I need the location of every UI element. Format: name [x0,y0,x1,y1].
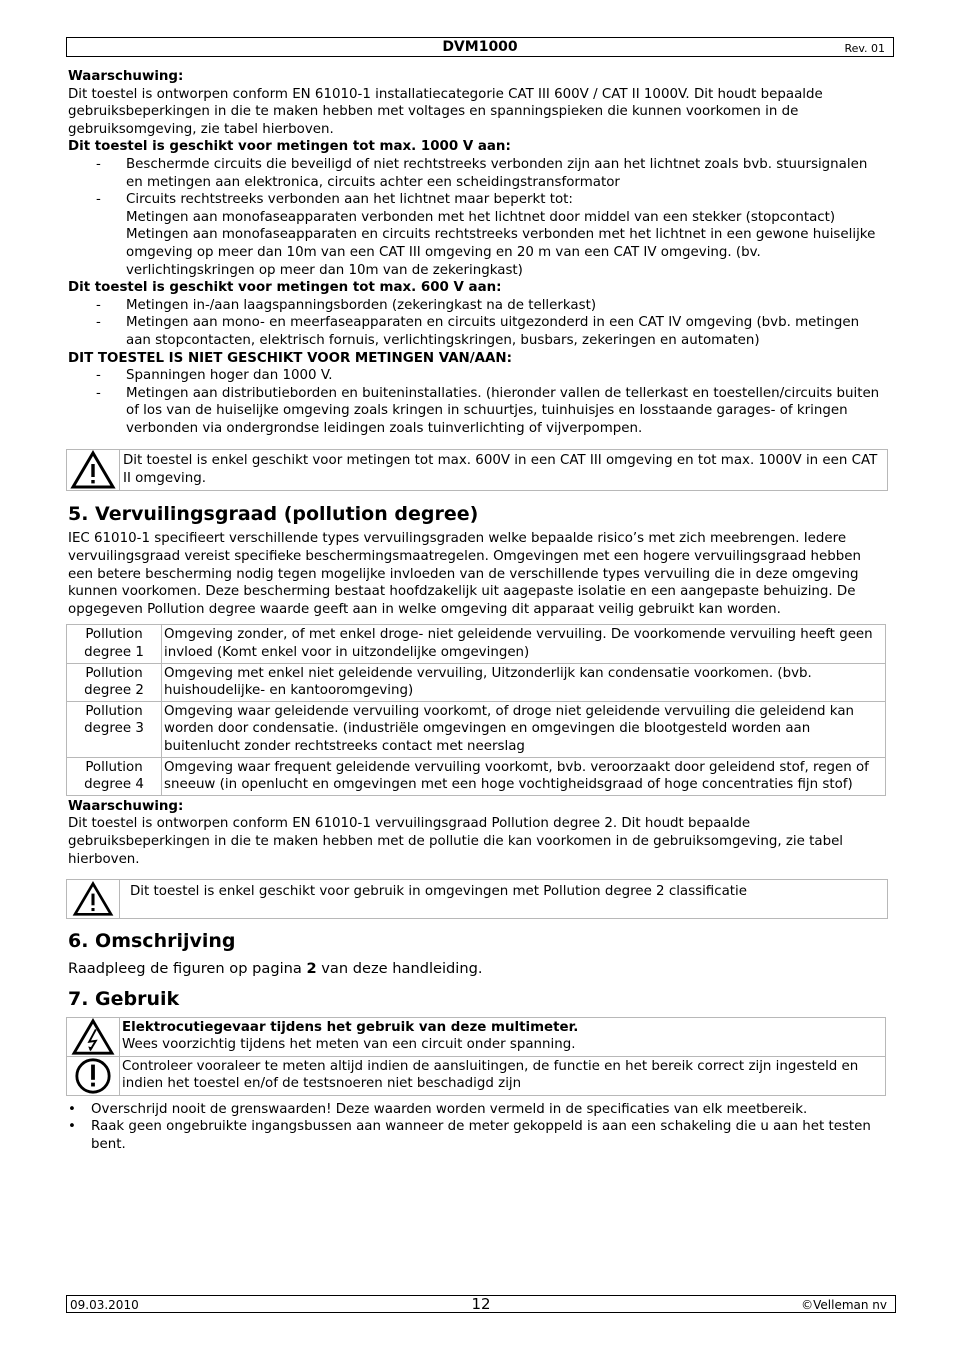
warning-triangle-icon [67,450,120,490]
warning-box-text: Dit toestel is enkel geschikt voor metingen tot max. 600V in een CAT III omgeving en tot max. 1000V in een CAT II omgeving. [123,453,878,487]
footer-date: 09.03.2010 [70,1298,139,1312]
page-content [68,68,886,1154]
description-cell: Omgeving waar geleidende vervuiling voorkomt, of droge niet geleidende vervuiling die geleidend kan worden door condensatie. (industriële omgevingen en omgevingen die blootgesteld worden aan buitenlucht zonder rechtstreeks contact met neerslag [162,701,886,757]
description-cell: Omgeving met enkel niet geleidende vervuiling, Uitzonderlijk kan condensatie voorkomen. (bvb. huishoudelijke- en kantooromgeving) [162,663,886,701]
warning-triangle-icon [67,880,120,918]
page-header [66,37,894,57]
warning-title: Elektrocutiegevaar tijdens het gebruik van deze multimeter. [122,1019,579,1035]
list-item: - Spanningen hoger dan 1000 V. [68,367,886,385]
page-footer [66,1295,896,1313]
description-cell: Omgeving zonder, of met enkel droge- niet geleidende vervuiling. De voorkomende vervuiling heeft geen invloed (Komt enkel voor in uitzondelijke omgevingen) [162,625,886,663]
sub1-title: Dit toestel is geschikt voor metingen tot max. 1000 V aan: [68,139,511,155]
section-text [68,960,886,978]
section-heading: 6. Omschrijving [68,929,236,952]
degree-cell: Pollution degree 1 [67,625,162,663]
sub2-list [68,297,886,350]
sub2-title: Dit toestel is geschikt voor metingen tot max. 600 V aan: [68,280,502,296]
usage-warning-row [67,1018,885,1057]
list-item [68,191,886,279]
caution-text: Controleer vooraleer te meten altijd indien de aansluitingen, de functie en het bereik correct zijn ingesteld en indien het toestel en/of de testsnoeren niet beschadigd zijn [122,1058,859,1092]
warning-text: Wees voorzichtig tijdens het meten van een circuit onder spanning. [122,1037,576,1053]
page-reference: 2 [306,959,317,977]
sub3-title: DIT TOESTEL IS NIET GESCHIKT VOOR METINGEN VAN/AAN: [68,350,512,366]
caution-circle-icon [67,1057,120,1095]
list-item: - Metingen in-/aan laagspanningsborden (zekeringkast na de tellerkast) [68,297,886,315]
list-item: • Overschrijd nooit de grenswaarden! Deze waarden worden vermeld in de specificaties van elk meetbereik. [68,1101,886,1119]
footer-copyright: ©Velleman nv [801,1298,887,1312]
section-intro: IEC 61010-1 specifieert verschillende types vervuilingsgraden welke bepaalde risico’s met zich meebrengen. Iedere vervuilingsgraad vereist specifieke beschermingsmaatregelen. Omgevingen met een hogere vervuilingsgraad hebben een betere bescherming nodig tegen mogelijke invloeden van de verschillende types vervuiling die in deze omgeving kunnen voorkomen. Deze bescherming bestaat hoofdzakelijk uit aagepaste isolatie en een aangepaste behuizing. De opgegeven Pollution degree waarde geeft aan in welke omgeving dit apparaat veilig gebruikt kan worden. [68,531,861,617]
usage-warning-table [66,1017,886,1096]
electrical-hazard-icon [67,1018,120,1056]
text-after: van deze handleiding. [316,959,483,977]
usage-warning-text [120,1018,580,1056]
revision-label: Rev. 01 [844,42,885,55]
warning-heading: Waarschuwing: [68,798,184,814]
list-item: • Raak geen ongebruikte ingangsbussen aan wanneer de meter gekoppeld is aan een schakeling die u aan het testen bent. [68,1118,886,1153]
table-row [67,625,886,663]
description-cell: Omgeving waar frequent geleidende vervuiling voorkomt, bvb. veroorzaakt door geleidend stof, regen of sneeuw (in openlucht en omgevingen met een hoge vochtigheidsgraad of hoge concentraties fijn stof) [162,757,886,795]
degree-cell: Pollution degree 3 [67,701,162,757]
list-item: - Beschermde circuits die beveiligd of niet rechtstreeks verbonden zijn aan het lichtnet zoals bvb. stuursignalen en metingen aan elektronica, circuits achter een scheidingstransformator [68,156,886,191]
table-row [67,757,886,795]
warning-heading: Waarschuwing: [68,69,184,84]
section-heading: 5. Vervuilingsgraad (pollution degree) [68,503,479,526]
usage-caution-row [67,1057,885,1095]
pollution-table [66,624,886,795]
degree-cell: Pollution degree 2 [67,663,162,701]
document-title: DVM1000 [442,39,518,55]
table-row [67,701,886,757]
list-item-line: Metingen aan monofaseapparaten en circuits rechtstreeks verbonden met het lichtnet in een gewone huiselijke omgeving op meer dan 10m van een CAT III omgeving en 20 m van een CAT IV omgeving. (bv. verlichtingskringen op meer dan 10m van de zekeringkast) [126,227,876,278]
warning-text: Dit toestel is ontworpen conform EN 61010-1 installatiecategorie CAT III 600V / CAT II 1000V. Dit houdt bepaalde gebruiksbeperkingen in die te maken hebben met voltages en spanningspieken die kunnen voorkomen in de gebruiksomgeving, zie tabel hierboven. [68,86,823,137]
section-heading: 7. Gebruik [68,987,180,1010]
list-item-line: - Circuits rechtstreeks verbonden aan het lichtnet maar beperkt tot: [126,192,573,208]
sub1-list [68,156,886,279]
text-before: Raadpleeg de figuren op pagina [68,959,307,977]
list-item-line: Metingen aan monofaseapparaten verbonden met het lichtnet door middel van een stekker (stopcontact) [126,209,836,225]
warning-box [66,449,888,491]
table-row [67,663,886,701]
list-item: - Metingen aan distributieborden en buiteninstallaties. (hieronder vallen de tellerkast en toestellen/circuits buiten of los van de huiselijke omgeving zoals kringen in schuurtjes, tuinhuisjes en losstaande garages- of kringen verbonden via ondergrondse leidingen zoals tuinverlichting of vijverpompen. [68,385,886,438]
warning-text: Dit toestel is ontworpen conform EN 61010-1 vervuilingsgraad Pollution degree 2. Dit houdt bepaalde gebruiksbeperkingen in die te maken hebben met de pollutie die kan voorkomen in de gebruiksomgeving, zie tabel hierboven. [68,816,844,867]
sub3-list [68,367,886,437]
page-number: 12 [471,1295,491,1313]
warning-box-text: Dit toestel is enkel geschikt voor gebruik in omgevingen met Pollution degree 2 classificatie [130,884,748,900]
list-item: - Metingen aan mono- en meerfaseapparaten en circuits uitgezonderd in een CAT IV omgeving (bvb. metingen aan stopcontacten, elektrisch fornuis, verlichtingskringen, busbars, zekeringen en automaten) [68,314,886,349]
degree-cell: Pollution degree 4 [67,757,162,795]
usage-bullet-list [68,1101,886,1154]
warning-box [66,879,888,919]
